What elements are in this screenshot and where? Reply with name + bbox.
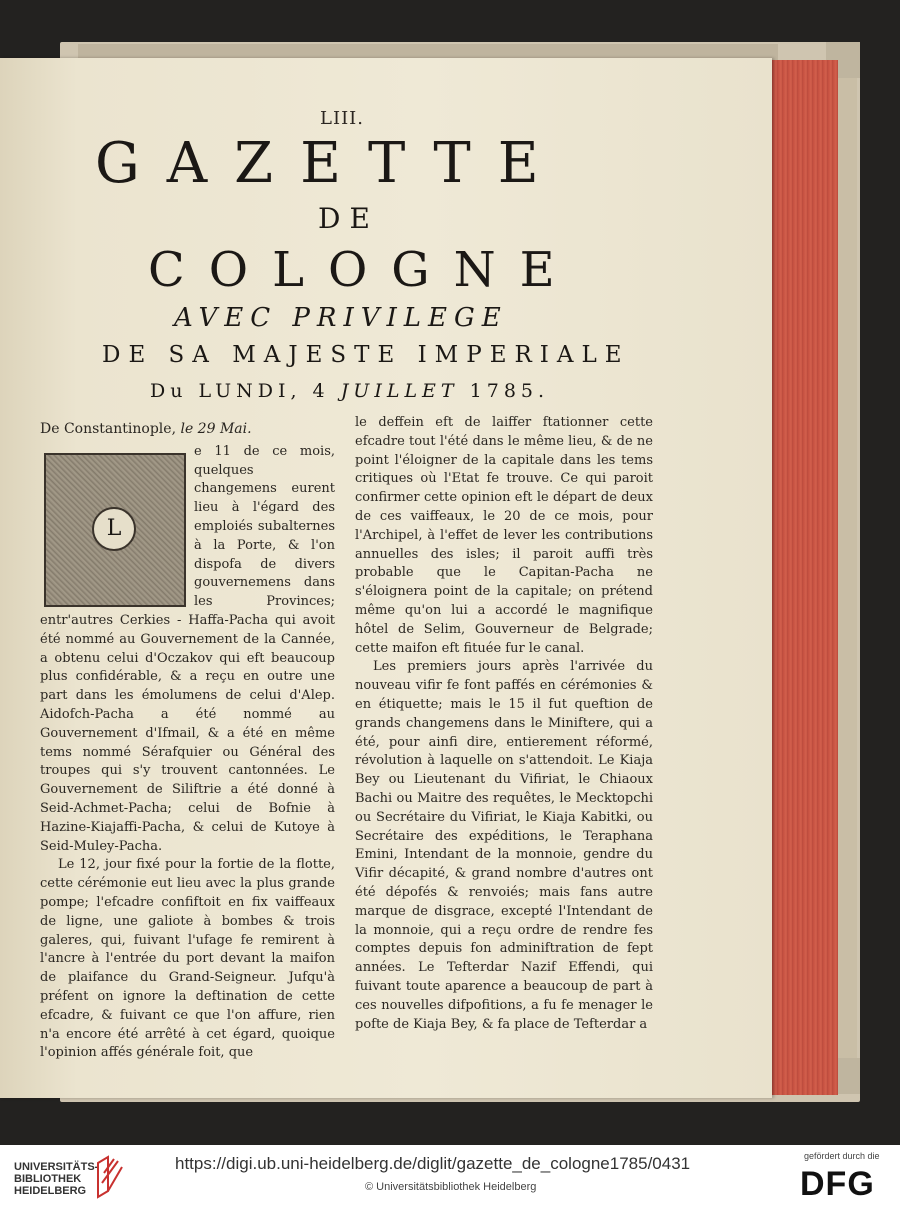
masthead-cologne: COLOGNE (148, 242, 579, 298)
issue-date (150, 380, 549, 402)
library-logo-text[interactable]: UNIVERSITÄTS-BIBLIOTHEK HEIDELBERG (14, 1161, 99, 1197)
viewer-footer (0, 1145, 900, 1208)
majeste-line: DE SA MAJESTE IMPERIALE (102, 342, 630, 368)
paragraph: Les premiers jours après l'arrivée du nouveau vifir fe font paffés en cérémonies & en étiquette; mais le 15 il fut queftion de grands changemens dans le Miniftere, qui a été, pour ainfi dire, entierement réformé, révolution à laquelle on s'attendoit. Le Kiaja Bey ou Lieutenant du Vifiriat, le Chiaoux Bachi ou Maitre des requêtes, le Mecktopchi ou Secrétaire du Vifiriat, le Kiaja Kabitki, ou Secrétaire des expéditions, le Teraphana Emini, Intendant de la monnoie, gendre du Vifir décapité, & grand nombre d'autres ont été dépofés & renvoiés; mais fans autre marque de disgrace, excepté l'Intendant de la monnoie, qui a reçu ordre de rendre fes comptes depuis fon adminiftration de fept années. Le Tefterdar Nazif Effendi, qui fuivant toute aparence a beaucoup de part à ces nouvelles difpofitions, a fu fe menager le pofte de Kiaja Bey, & fa place de Tefterdar a (355, 659, 653, 1032)
copyright-notice: © Universitätsbibliothek Heidelberg (365, 1181, 537, 1193)
page-fore-edge (768, 60, 838, 1095)
permalink-url[interactable]: https://digi.ub.uni-heidelberg.de/diglit/gazette_de_cologne1785/0431 (175, 1154, 691, 1173)
initial-letter: L (92, 507, 136, 551)
page-number: LIII. (320, 108, 365, 129)
paragraph: Le 12, jour fixé pour la fortie de la flotte, cette cérémonie eut lieu avec la plus grande pompe; l'efcadre confiftoit en fix vaiffeaux de ligne, une galiote à bombes & trois galeres, qui, fuivant l'ufage fe remirent à l'ancre à l'entrée du port devant la maifon de plaifance du Grand-Seigneur. Jufqu'à préfent on ignore la deftination de cette efcadre, & fuivant ce que l'on affure, rien n'a encore été arrêté à cet égard, quoique l'opinion affés générale foit, que (40, 857, 335, 1061)
privilege-line: AVEC PRIVILEGE (174, 303, 508, 333)
masthead-gazette: GAZETTE (95, 131, 566, 196)
dateline-place: De Constantinople, (40, 421, 177, 437)
dateline-date: le 29 Mai. (180, 421, 252, 437)
dfg-logo[interactable]: DFG (800, 1165, 875, 1203)
paragraph: e 11 de ce mois, quelques changemens eurent lieu à l'égard des emploiés subalternes à la Porte, & l'on dispofa de divers gouvernemens dans les Provinces; entr'autres Cerkies - Haffa-Pacha qui avoit été nommé au Gouvernement de la Cannée, a obtenu celui d'Oczakov qui eft beaucoup plus confidérable, & a reçu en outre une part dans les émolumens de celui d'Alep. Aidofch-Pacha a été nommé au Gouvernement d'Ifmail, & a été en même tems nommé Sérafquier ou Général des troupes qui s'y trouvent cantonnées. Le Gouvernement de Siliftrie a été donné à Seid-Achmet-Pacha; celui de Bofnie à Hazine-Kiajaffi-Pacha, & celui de Kutoye à Seid-Muley-Pacha. (40, 443, 335, 854)
paragraph: le deffein eft de laiffer ftationner cette efcadre tout l'été dans le même lieu, & de ne point l'éloigner de la capitale dans les tems critiques où l'Etat fe trouve. Ce qui paroit confirmer cette opinion eft le départ de deux de ces vaiffeaux, le 20 de ce mois, pour l'Archipel, à l'effet de lever les contributions annuelles des isles; il paroit auffi très probable que le Capitan-Pacha ne s'éloignera point de la capitale; on prétend même qu'on lui a accordé le magnifique hôtel de Selim, Gouverneur de Belgrade; cette maifon eft fituée fur le canal. (355, 415, 653, 656)
masthead-de: DE (318, 202, 379, 235)
date-year: 1785. (469, 380, 550, 402)
date-month: JUILLET (340, 380, 459, 402)
funder-note: gefördert durch die (804, 1151, 880, 1161)
book-board-edge (835, 60, 857, 1090)
dateline (40, 420, 335, 439)
library-logo-icon[interactable] (92, 1153, 126, 1199)
article-column-right (355, 414, 653, 1034)
decorative-initial-icon (44, 453, 186, 607)
article-column-left (40, 420, 335, 1063)
date-prefix: Du LUNDI, 4 (150, 380, 330, 402)
